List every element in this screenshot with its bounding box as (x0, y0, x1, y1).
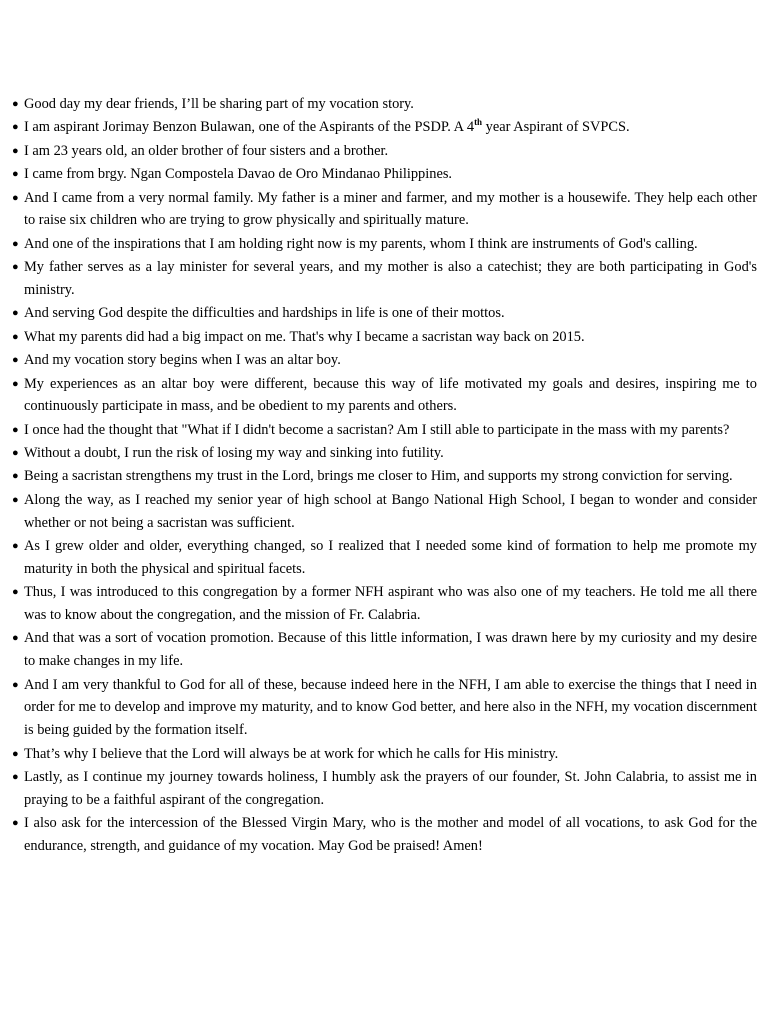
bullet-icon: ● (12, 98, 19, 110)
list-item-text: And serving God despite the difficulties and hardships in life is one of their mottos. (24, 305, 505, 322)
bullet-icon: ● (12, 447, 19, 460)
list-item-text: What my parents did had a big impact on me. That's why I became a sacristan way back on 2015. (24, 328, 585, 345)
list-item-text: Lastly, as I continue my journey towards holiness, I humbly ask the prayers of our founder, St. John Calabria, to assist me in praying to be a faithful aspirant of the congregation. (24, 768, 757, 808)
list-item-text: year Aspirant of SVPCS. (482, 119, 630, 136)
list-item-text: I am 23 years old, an older brother of four sisters and a brother. (24, 142, 389, 159)
bullet-icon: ● (12, 261, 19, 274)
list-item-text: And my vocation story begins when I was an altar boy. (24, 352, 341, 369)
list-item (12, 489, 757, 535)
bullet-icon: ● (12, 817, 19, 830)
bullet-icon: ● (12, 678, 19, 691)
document-page (12, 93, 757, 858)
bullet-icon: ● (12, 354, 19, 367)
bullet-icon: ● (12, 423, 19, 436)
bullet-icon: ● (12, 191, 19, 204)
list-item (12, 535, 757, 581)
list-item (12, 256, 757, 302)
list-item (12, 187, 757, 233)
list-item-text: My experiences as an altar boy were different, because this way of life motivated my goals and desires, inspiring me to continuously participate in mass, and be obedient to my parents and others. (24, 375, 757, 415)
list-item (12, 163, 757, 186)
bullet-icon: ● (12, 144, 19, 157)
list-item (12, 302, 757, 325)
list-item-text: Being a sacristan strengthens my trust in the Lord, brings me closer to Him, and supports my strong conviction for serving. (24, 468, 733, 485)
list-item-text: Along the way, as I reached my senior year of high school at Bango National High School, I began to wonder and consider whether or not being a sacristan was sufficient. (24, 491, 757, 531)
bullet-icon: ● (12, 470, 19, 483)
list-item-text: I once had the thought that "What if I didn't become a sacristan? Am I still able to participate in the mass with my parents? (24, 421, 730, 438)
bullet-icon: ● (12, 377, 19, 390)
bullet-icon: ● (12, 121, 19, 134)
bullet-icon: ● (12, 330, 19, 343)
bullet-icon: ● (12, 770, 19, 783)
list-item (12, 442, 757, 465)
bullet-icon: ● (12, 586, 19, 599)
ordinal-superscript: th (474, 117, 483, 128)
list-item (12, 233, 757, 256)
list-item (12, 93, 757, 116)
list-item-text: And that was a sort of vocation promotion. Because of this little information, I was drawn here by my curiosity and my desire to make changes in my life. (24, 630, 757, 670)
list-item-text: Without a doubt, I run the risk of losing my way and sinking into futility. (24, 445, 444, 462)
list-item (12, 349, 757, 372)
bullet-icon: ● (12, 747, 19, 760)
list-item (12, 419, 757, 442)
list-item (12, 373, 757, 419)
list-item-text: That’s why I believe that the Lord will always be at work for which he calls for His ministry. (24, 745, 559, 762)
vocation-story-list (12, 93, 757, 858)
list-item-text: I am aspirant Jorimay Benzon Bulawan, one of the Aspirants of the PSDP. A 4 (24, 119, 475, 136)
list-item-text: Good day my dear friends, I’ll be sharing part of my vocation story. (24, 96, 414, 112)
bullet-icon: ● (12, 168, 19, 181)
list-item-text: And one of the inspirations that I am holding right now is my parents, whom I think are instruments of God's calling. (24, 235, 698, 252)
list-item-text: My father serves as a lay minister for several years, and my mother is also a catechist; they are both participating in God's ministry. (24, 259, 757, 298)
list-item (12, 465, 757, 488)
list-item-text: As I grew older and older, everything changed, so I realized that I needed some kind of formation to help me promote my maturity in both the physical and spiritual facets. (24, 538, 757, 577)
list-item (12, 140, 757, 163)
list-item-text: And I am very thankful to God for all of these, because indeed here in the NFH, I am able to exercise the things that I need in order for me to develop and improve my maturity, and to know God better, and here also in the NFH, my vocation discernment is being guided by the formation itself. (24, 676, 757, 739)
list-item (12, 116, 757, 139)
list-item (12, 674, 757, 742)
bullet-icon: ● (12, 632, 19, 645)
bullet-icon: ● (12, 237, 19, 250)
bullet-icon: ● (12, 540, 19, 553)
list-item (12, 766, 757, 812)
list-item (12, 743, 757, 766)
list-item (12, 627, 757, 673)
list-item (12, 812, 757, 858)
bullet-icon: ● (12, 493, 19, 506)
list-item-text: And I came from a very normal family. My father is a miner and farmer, and my mother is a housewife. They help each other to raise six children who are trying to grow physically and spiritually mature. (24, 189, 757, 229)
bullet-icon: ● (12, 307, 19, 320)
list-item (12, 326, 757, 349)
list-item (12, 581, 757, 627)
list-item-text: I also ask for the intercession of the Blessed Virgin Mary, who is the mother and model of all vocations, to ask God for the endurance, strength, and guidance of my vocation. May God be praised! Amen! (24, 815, 757, 854)
list-item-text: I came from brgy. Ngan Compostela Davao de Oro Mindanao Philippines. (24, 166, 453, 183)
list-item-text: Thus, I was introduced to this congregation by a former NFH aspirant who was also one of my teachers. He told me all there was to know about the congregation, and the mission of Fr. Calabria. (24, 584, 757, 624)
